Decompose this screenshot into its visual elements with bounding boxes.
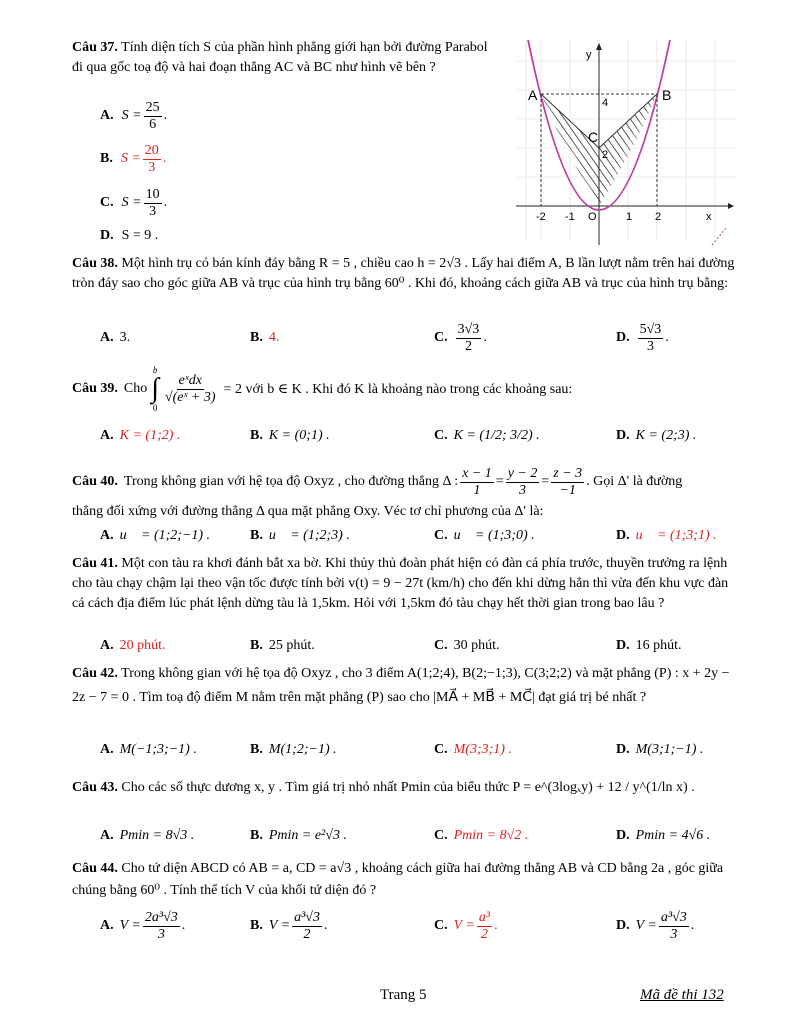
page-number: Trang 5 (380, 987, 427, 1003)
q44-option-a[interactable]: A. V = $\frac{\text{2a³√3}}{3}$ . (100, 909, 186, 942)
question-39: Câu 39. Cho b ∫ 0 $\frac{\text{eˣdx}}{\text{√(eˣ + 3)}}$ = 2 với b ∈ K . Khi đó K là khoảng nào trong các khoảng sau: (72, 365, 573, 413)
x-tick-label: 1 (626, 211, 633, 223)
q40-option-d[interactable]: D. u⃗ = (1;3;1) . (616, 528, 717, 543)
q40-options (72, 516, 744, 556)
integral: b ∫ 0 $\frac{\text{eˣdx}}{\text{√(eˣ + 3)}}$ (151, 365, 216, 413)
question-text: Trong không gian với hệ tọa độ Oxyz , cho 3 điểm A(1;2;4), B(2;−1;3), C(3;2;2) và mặt phẳng (P) : x + 2y − 2z − 7 = 0 . Tìm toạ độ điểm M nằm trên mặt phẳng (P) sao cho |MA⃗ + MB⃗ + MC⃗| đạt giá trị bé nhất ? (72, 666, 730, 705)
q38-option-d[interactable]: D. $\frac{5√3}{3}$ . (616, 321, 669, 354)
question-text: Cho các số thực dương x, y . Tìm giá trị nhỏ nhất Pmin của biểu thức P = e^(3logₓy) + 12 / y^(1/ln x) . (121, 780, 695, 795)
question-37 (72, 38, 492, 78)
question-label: Câu 42. (72, 666, 118, 681)
q41-option-c[interactable]: C. 30 phút. (434, 638, 500, 653)
x-axis-label: x (706, 211, 712, 223)
q38-option-c[interactable]: C. $\frac{3√3}{2}$ . (434, 321, 487, 354)
q42-option-b[interactable]: B. M(1;2;−1) . (250, 742, 337, 757)
question-label: Câu 43. (72, 780, 118, 795)
option-letter: A. (100, 108, 114, 123)
q44-option-c[interactable]: C. V = $\frac{\text{a³}}{2}$ . (434, 909, 498, 942)
q39-options (72, 416, 744, 456)
question-text: Một con tàu ra khơi đánh bắt xa bờ. Khi thủy thủ đoàn phát hiện có đàn cá phía trước, thuyền trưởng ra lệnh cho tàu chạy chậm lại theo vận tốc được tính bởi v(t) = 9 − 27t (km/h) cho đến khi dừng hẳn thì vừa đến khu vực đàn cá cách địa điểm lúc phát lệnh dừng tàu là 1,5km. Hỏi với 1,5km đó tàu chạy hết thời gian trong bao lâu ? (72, 556, 729, 611)
q39-option-d[interactable]: D. K = (2;3) . (616, 428, 697, 443)
q38-option-b[interactable]: B. 4. (250, 330, 280, 345)
y-axis-label: y (586, 49, 592, 61)
point-a-label: A (528, 87, 538, 103)
q43-option-a[interactable]: A. Pmin = 8√3 . (100, 828, 195, 843)
q42-options (72, 730, 744, 770)
q41-option-b[interactable]: B. 25 phút. (250, 638, 315, 653)
q40-option-c[interactable]: C. u⃗ = (1;3;0) . (434, 528, 535, 543)
q40-line2: thẳng đối xứng với đường thẳng Δ qua mặt phẳng Oxy. Véc tơ chỉ phương của Δ' là: (72, 504, 544, 519)
q43-option-c[interactable]: C. Pmin = 8√2 . (434, 828, 529, 843)
q44-option-d[interactable]: D. V = $\frac{\text{a³√3}}{3}$ . (616, 909, 695, 942)
q42-option-a[interactable]: A. M(−1;3;−1) . (100, 742, 197, 757)
q38-options (72, 318, 744, 358)
option-letter: B. (100, 151, 113, 166)
question-label: Câu 41. (72, 556, 118, 571)
question-label: Câu 40. (72, 474, 118, 489)
q43-option-b[interactable]: B. Pmin = e²√3 . (250, 828, 347, 843)
option-text: S = 9 . (121, 228, 159, 243)
q39-option-b[interactable]: B. K = (0;1) . (250, 428, 330, 443)
y-tick-label: 4 (602, 97, 609, 109)
option-pre: S = (121, 195, 142, 210)
option-fraction: $\frac{20}{3}$ (144, 142, 159, 175)
question-label: Câu 44. (72, 861, 118, 876)
y-tick-label: 2 (602, 149, 609, 161)
q37-graph (516, 40, 738, 250)
q37-option-a[interactable]: A. S = $\frac{25}{6}$ . (100, 99, 168, 132)
x-tick-label: -2 (536, 211, 546, 223)
q41-option-d[interactable]: D. 16 phút. (616, 638, 682, 653)
question-41 (72, 554, 744, 614)
origin-label: O (588, 211, 597, 223)
q37-option-c[interactable]: C. S = $\frac{10}{3}$ . (100, 186, 168, 219)
q42-option-c[interactable]: C. M(3;3;1) . (434, 742, 512, 757)
q38-option-a[interactable]: A. 3. (100, 330, 131, 345)
point-b-label: B (662, 87, 672, 103)
q44-options (72, 906, 744, 946)
point-c-label: C (588, 129, 599, 145)
q40-option-b[interactable]: B. u⃗ = (1;2;3) . (250, 528, 350, 543)
option-fraction: $\frac{25}{6}$ (145, 99, 160, 132)
q39-option-a[interactable]: A. K = (1;2) . (100, 428, 181, 443)
question-label: Câu 37. (72, 40, 118, 55)
question-text: Tính diện tích S của phần hình phẳng giới hạn bởi đường Parabol đi qua gốc toạ độ và hai đoạn thẳng AC và BC như hình vẽ bên ? (72, 40, 488, 75)
q41-option-a[interactable]: A. 20 phút. (100, 638, 166, 653)
q43-option-d[interactable]: D. Pmin = 4√6 . (616, 828, 711, 843)
question-label: Câu 39. (72, 381, 118, 396)
question-label: Câu 38. (72, 256, 118, 271)
option-fraction: $\frac{10}{3}$ (145, 186, 160, 219)
question-text: Một hình trụ có bán kính đáy bằng R = 5 , chiều cao h = 2√3 . Lấy hai điểm A, B lần lượt nằm trên hai đường tròn đáy sao cho góc giữa AB và trục của hình trụ bằng 60⁰ . Khi đó, khoảng cách giữa AB và trục của hình trụ bằng: (72, 256, 735, 291)
question-38 (72, 254, 744, 294)
option-letter: D. (100, 228, 114, 243)
question-40: Câu 40. Trong không gian với hệ tọa độ Oxyz , cho đường thẳng Δ : $\frac{x - 1}{1}$ = $\frac{y - 2}{3}$ = $\frac{z - 3}{-1}$ . Gọi Δ' là đường (72, 465, 683, 498)
q41-options (72, 628, 744, 664)
q39-option-c[interactable]: C. K = (1/2; 3/2) . (434, 428, 540, 443)
exam-code: Mã đề thi 132 (640, 987, 724, 1003)
q40-option-a[interactable]: A. u⃗ = (1;2;−1) . (100, 528, 211, 543)
x-tick-label: -1 (565, 211, 575, 223)
question-44 (72, 858, 744, 902)
q37-option-d[interactable] (100, 226, 158, 246)
option-pre: S = (121, 108, 142, 123)
q37-option-b[interactable]: B. S = $\frac{20}{3}$ . (100, 142, 167, 175)
q44-option-b[interactable]: B. V = $\frac{\text{a³√3}}{2}$ . (250, 909, 328, 942)
q43-options (72, 816, 744, 856)
question-text: Cho tứ diện ABCD có AB = a, CD = a√3 , khoảng cách giữa hai đường thẳng AB và CD bằng 2a , góc giữa chúng bằng 60⁰ . Tính thể tích V của khối tứ diện đó ? (72, 861, 724, 898)
question-43 (72, 778, 744, 798)
question-42 (72, 662, 744, 710)
x-tick-label: 2 (655, 211, 662, 223)
q42-option-d[interactable]: D. M(3;1;−1) . (616, 742, 704, 757)
option-letter: C. (100, 195, 114, 210)
option-pre: S = (120, 151, 141, 166)
